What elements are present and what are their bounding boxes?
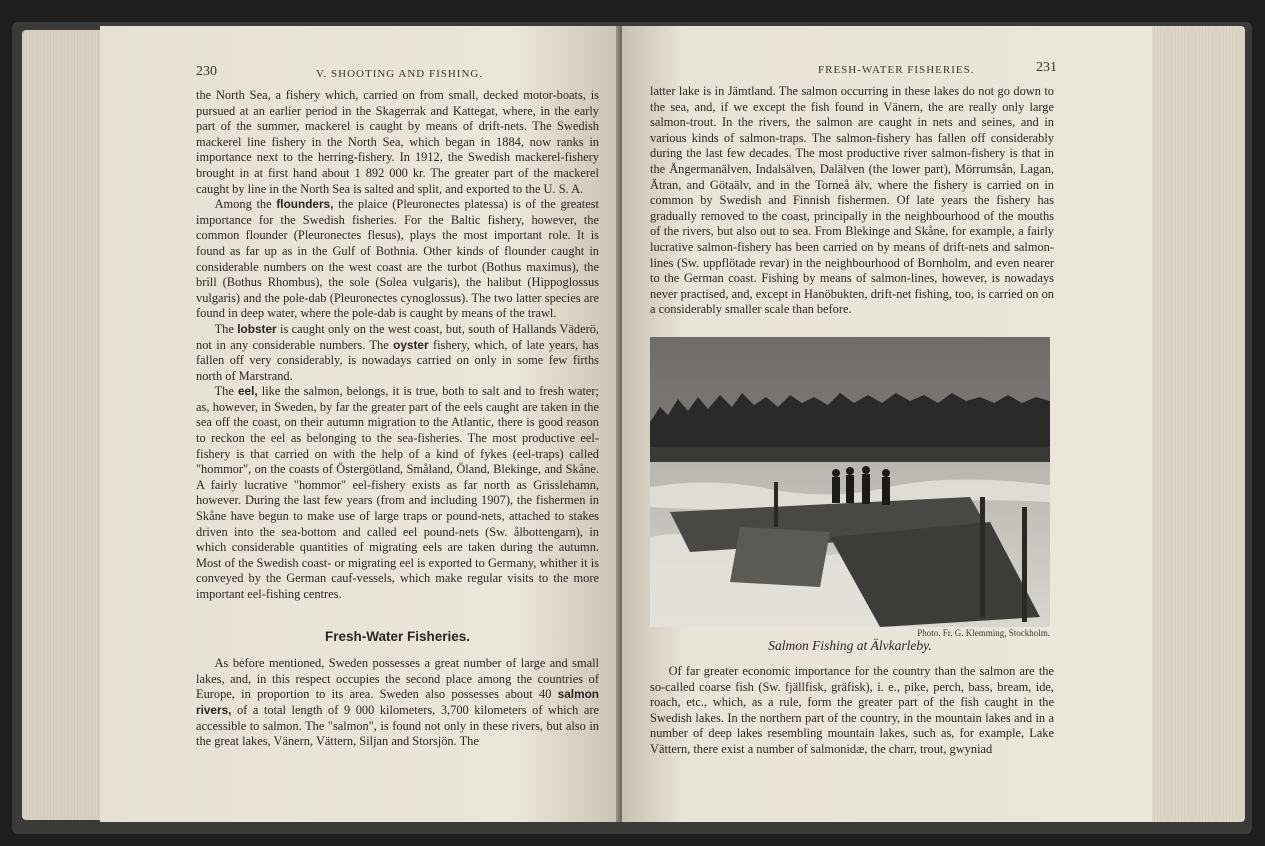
photo-credit: Photo. Fr. G. Klemming, Stockholm.: [917, 628, 1050, 638]
keyword: salmon rivers,: [196, 687, 599, 717]
paragraph: As before mentioned, Sweden possesses a great number of large and small lakes, and, in this respect occupies the second place among the countries of Europe, in proportion to its area. Sweden also possesses about 40 salmon rivers, of a total length of 9 000 kilometers, 3,700 kilometers of which are accessible to salmon. The "salmon", is found not only in these rivers, but also in the great lakes, Vänern, Vättern, Siljan and Storsjön. The: [196, 656, 599, 749]
left-running-head: V. SHOOTING AND FISHING.: [316, 68, 484, 80]
salmon-fishing-photo: [650, 337, 1050, 627]
section-heading: Fresh-Water Fisheries.: [324, 628, 471, 644]
keyword: flounders,: [276, 197, 334, 212]
paragraph: The eel, like the salmon, belongs, it is true, both to salt and to fresh water; as, however, in Sweden, by far the greater part of the eels caught are taken in the sea off the coast, on their autumn migration to the Atlantic, there is good reason to reckon the eel as belonging to the sea-fisheries. The most productive eel-fishery is that carried on with the help of a kind of fykes (eel-traps) called "hommor", on the coasts of Östergötland, Småland, Öland, Blekinge, and Skåne. A fairly lucrative "hommor" eel-fishery exists as far north as Grisslehamn, however. During the last few years (from and including 1907), the fishermen in Skåne have begun to make use of large traps or pound-nets, attached to stakes driven into the sea-bottom and called eel pound-nets (Sw. ålbottengarn), in which considerable quantities of migrating eels are taken during the autumn. Most of the Swedish coast- or migrating eel is exported to Germany, whither it is conveyed by the German cauf-vessels, which make regular visits to the more important eel-fishing centres.: [196, 384, 599, 601]
keyword: eel,: [237, 384, 258, 399]
keyword: lobster: [237, 321, 277, 336]
right-text-column-bottom: [650, 664, 1054, 758]
left-text-column: [196, 88, 599, 750]
photo-caption: Salmon Fishing at Älvkarleby.: [768, 638, 932, 653]
left-page-number: 230: [196, 64, 217, 79]
paragraph: latter lake is in Jämtland. The salmon occurring in these lakes do not go down to the sea, and, if we except the fish found in Vänern, the are really only large salmon-trout. In the rivers, the salmon are caught in nets and seines, and in various kinds of salmon-traps. The salmon-fishery has fallen off considerably during the last few decades. The most productive river salmon-fishery is that in the Ångermanälven, Indalsälven, Dalälven (the lower part), Mörrumsån, Lagan, Ätran, and Götaälv, and in the Torneå älv, where the fishery is carried on in common by Swedish and Finnish fishermen. Of late years the fishery has gradually removed to the coast, principally in the neighbourhood of the mouths of the rivers, but also out to sea. From Blekinge and Skåne, for example, a fairly lucrative salmon-fishery has been carried on by means of drift-nets and salmon-lines (Sw. uppflötade revar) in the neighbourhood of Bornholm, and even nearer to the German coast. Fishing by means of salmon-lines, however, is nowadays never practised, and, except in Hanöbukten, drift-net fishing, too, is carried on on a considerably smaller scale than before.: [650, 84, 1054, 317]
left-page-stack: [22, 30, 112, 820]
paragraph: Of far greater economic importance for the country than the salmon are the so-called coarse fish (Sw. fjällfisk, gräfisk), i. e., pike, perch, bass, bream, ide, roach, etc., which, as a rule, form the greater part of the fish caught in the Swedish lakes. In the northern part of the country, in the mountain lakes and in a number of deep lakes resembling mountain lakes, such as, for example, Lake Vättern, there exist a number of salmonidæ, the charr, trout, gwyniad: [650, 664, 1054, 756]
paragraph: The lobster is caught only on the west coast, but, south of Hallands Väderö, not in any considerable numbers. The oyster fishery, which, of late years, has fallen off very considerably, is nowadays carried on only in some few firths north of Marstrand.: [196, 321, 599, 383]
right-text-column-top: [650, 84, 1054, 318]
right-page-stack: [1150, 26, 1245, 822]
right-running-head: FRESH-WATER FISHERIES.: [818, 64, 975, 76]
paragraph: the North Sea, a fishery which, carried on from small, decked motor-boats, is pursued at an earlier period in the Skagerrak and Kattegat, where, in the early part of the summer, mackerel is caught by means of drift-nets. The Swedish mackerel line fishery in the North Sea, which began in 1884, now ranks in importance next to the herring-fishery. In 1912, the Swedish mackerel-fishery brought in at first hand about 1 892 000 kr. The greater part of the mackerel caught by line in the North Sea is salted and split, and exported to the U. S. A.: [196, 88, 599, 196]
right-page-number: 231: [1036, 60, 1057, 75]
keyword: oyster: [393, 337, 429, 352]
paragraph: Among the flounders, the plaice (Pleuronectes platessa) is of the greatest importance for the Swedish fisheries. For the Baltic fishery, however, the common flounder (Pleuronectes flesus), plays the most important role. It is found as far up as in the Gulf of Bothnia. Other kinds of flounder caught in considerable numbers on the west coast are the turbot (Bothus maximus), the brill (Bothus Rhombus), the sole (Solea vulgaris), the halibut (Hippoglossus vulgaris) and the pole-dab (Pleuronectes cynoglossus). The two latter species are found in deep water, where the pole-dab is caught by means of the trawl.: [196, 197, 599, 321]
